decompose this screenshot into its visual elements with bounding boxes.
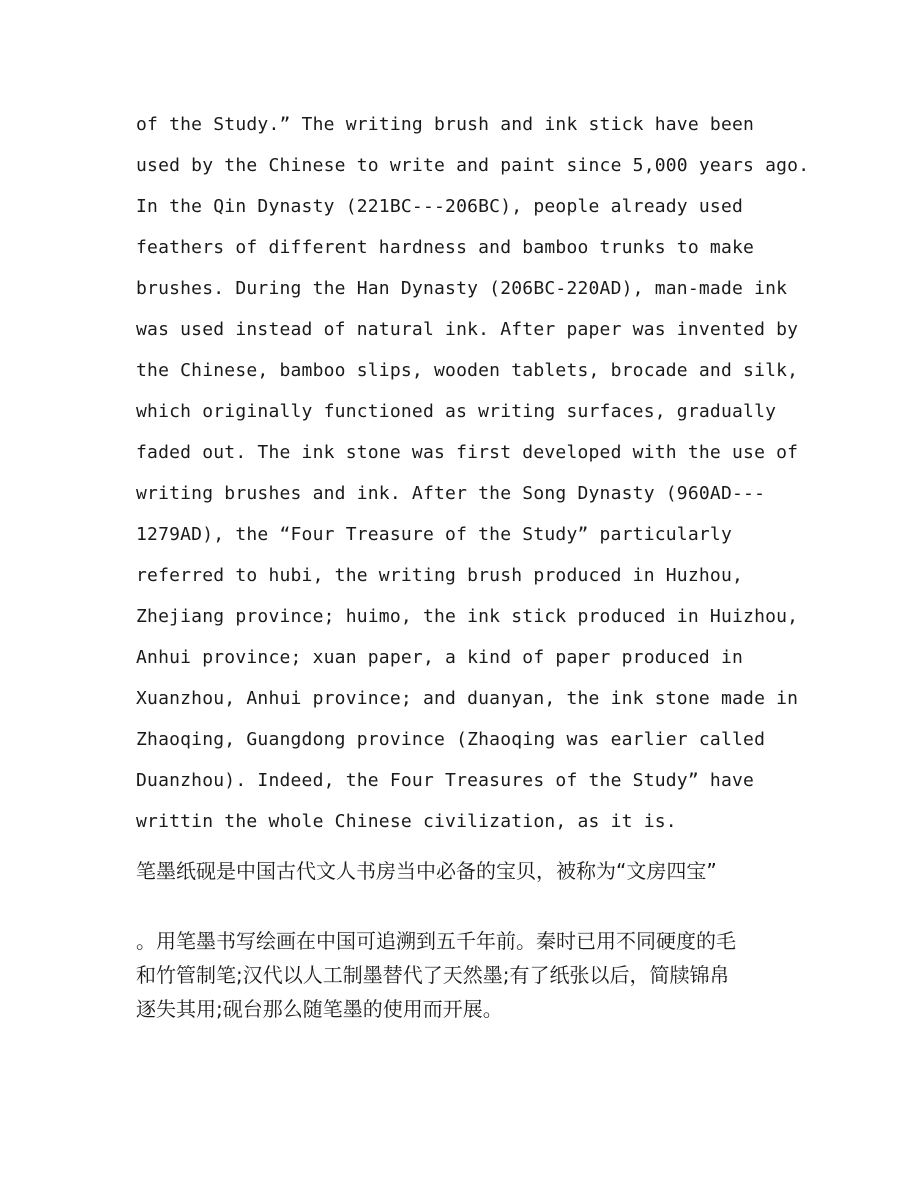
text-line: Zhejiang province; huimo, the ink stick produced in Huizhou, — [136, 606, 799, 627]
text-line: feathers of different hardness and bamboo trunks to make — [136, 237, 755, 258]
text-line: Zhaoqing, Guangdong province (Zhaoqing was earlier called — [136, 729, 766, 750]
text-line: Anhui province; xuan paper, a kind of paper produced in — [136, 647, 744, 668]
text-line: was used instead of natural ink. After paper was invented by — [136, 319, 799, 340]
text-line: of the Study.” The writing brush and ink stick have been — [136, 114, 755, 135]
text-line: In the Qin Dynasty (221BC---206BC), people already used — [136, 196, 744, 217]
text-line: 笔墨纸砚是中国古代文人书房当中必备的宝贝，被称为“文房四宝” — [136, 859, 717, 883]
text-line: faded out. The ink stone was first developed with the use of — [136, 442, 799, 463]
text-line: 1279AD), the “Four Treasure of the Study” particularly — [136, 524, 732, 545]
text-line: 。用笔墨书写绘画在中国可追溯到五千年前。秦时已用不同硬度的毛 — [136, 929, 736, 953]
text-line: the Chinese, bamboo slips, wooden tablets, brocade and silk, — [136, 360, 799, 381]
text-line: writtin the whole Chinese civilization, as it is. — [136, 811, 677, 832]
text-line: Duanzhou). Indeed, the Four Treasures of the Study” have — [136, 770, 755, 791]
text-line: writing brushes and ink. After the Song Dynasty (960AD--- — [136, 483, 766, 504]
text-line: used by the Chinese to write and paint since 5,000 years ago. — [136, 155, 810, 176]
text-line: Xuanzhou, Anhui province; and duanyan, the ink stone made in — [136, 688, 799, 709]
text-line: which originally functioned as writing surfaces, gradually — [136, 401, 777, 422]
text-line: 和竹管制笔;汉代以人工制墨替代了天然墨;有了纸张以后，简牍锦帛 — [136, 963, 730, 987]
text-line: referred to hubi, the writing brush produced in Huzhou, — [136, 565, 744, 586]
text-line: brushes. During the Han Dynasty (206BC-220AD), man-made ink — [136, 278, 788, 299]
text-line: 逐失其用;砚台那么随笔墨的使用而开展。 — [136, 997, 503, 1021]
